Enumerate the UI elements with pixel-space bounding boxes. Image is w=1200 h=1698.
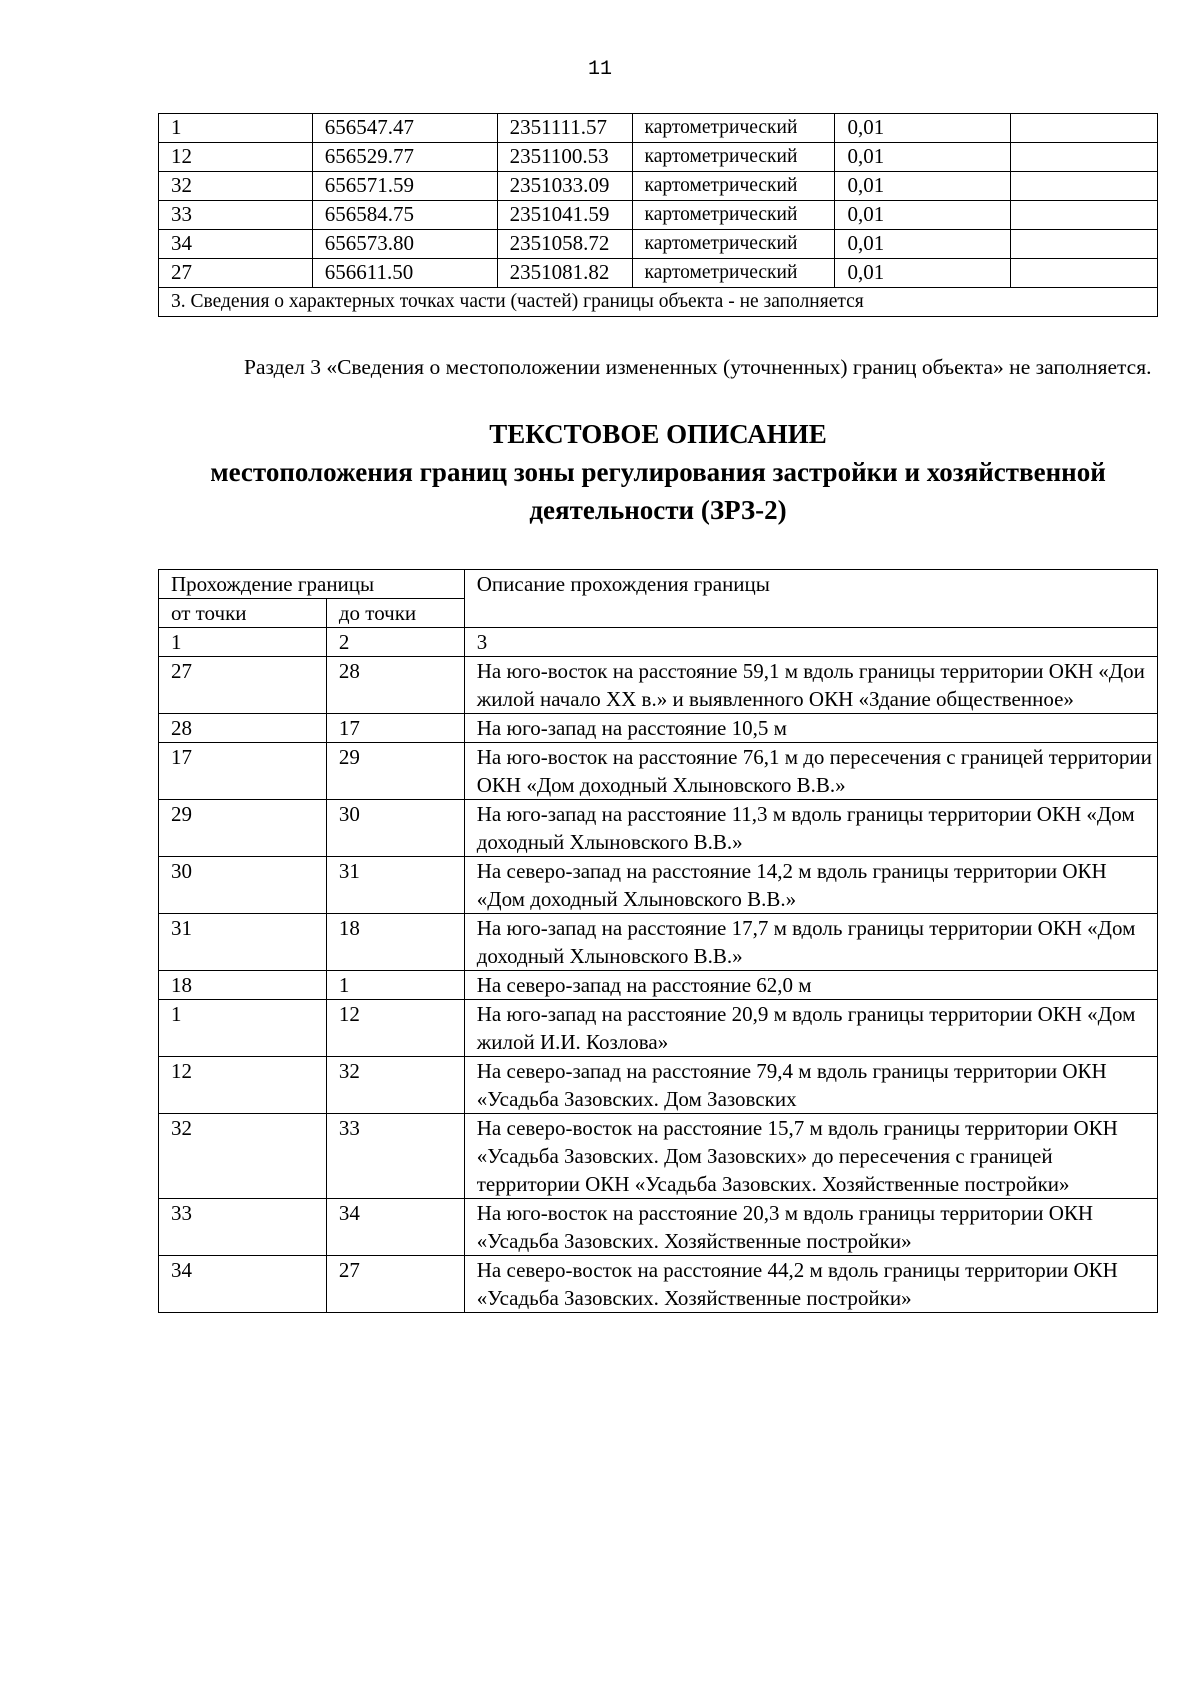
header-description: Описание прохождения границы [464,570,1157,628]
column-number: 1 [159,628,327,657]
accuracy: 0,01 [835,114,1011,143]
point-number: 34 [159,230,313,259]
to-point: 33 [326,1114,464,1199]
x-coordinate: 656611.50 [312,259,497,288]
extra [1011,114,1158,143]
to-point: 30 [326,800,464,857]
boundary-row [159,1199,1158,1256]
accuracy: 0,01 [835,143,1011,172]
to-point: 12 [326,1000,464,1057]
boundary-row [159,714,1158,743]
boundary-description: На юго-восток на расстояние 59,1 м вдоль границы территории ОКН «Дои жилой начало XX в.» и выявленного ОКН «Здание общественное» [464,657,1157,714]
y-coordinate: 2351058.72 [497,230,632,259]
accuracy: 0,01 [835,172,1011,201]
to-point: 17 [326,714,464,743]
from-point: 27 [159,657,327,714]
heading-subtitle-line1: местоположения границ зоны регулирования застройки и хозяйственной [210,457,1106,487]
boundary-description: На юго-запад на расстояние 17,7 м вдоль границы территории ОКН «Дом доходный Хлыновского В.В.» [464,914,1157,971]
coordinates-row [159,259,1158,288]
to-point: 31 [326,857,464,914]
method: картометрический [632,201,835,230]
y-coordinate: 2351111.57 [497,114,632,143]
boundary-row [159,743,1158,800]
coordinates-row [159,172,1158,201]
extra [1011,172,1158,201]
extra [1011,230,1158,259]
coordinates-table-body [159,114,1158,288]
coordinates-row [159,114,1158,143]
y-coordinate: 2351081.82 [497,259,632,288]
to-point: 34 [326,1199,464,1256]
point-number: 32 [159,172,313,201]
boundary-row [159,971,1158,1000]
from-point: 17 [159,743,327,800]
header-boundary: Прохождение границы [159,570,465,599]
coordinates-row [159,201,1158,230]
column-number: 2 [326,628,464,657]
boundary-row [159,1000,1158,1057]
to-point: 27 [326,1256,464,1313]
extra [1011,259,1158,288]
boundary-description: На юго-восток на расстояние 76,1 м до пересечения с границей территории ОКН «Дом доходный Хлыновского В.В.» [464,743,1157,800]
section-3-paragraph [172,351,1158,384]
extra [1011,143,1158,172]
from-point: 1 [159,1000,327,1057]
to-point: 29 [326,743,464,800]
boundary-description: На юго-запад на расстояние 10,5 м [464,714,1157,743]
boundary-row [159,1256,1158,1313]
coordinates-table [158,113,1158,317]
point-number: 27 [159,259,313,288]
boundary-row [159,914,1158,971]
x-coordinate: 656529.77 [312,143,497,172]
from-point: 28 [159,714,327,743]
boundary-description: На юго-восток на расстояние 20,3 м вдоль границы территории ОКН «Усадьба Зазовских. Хозяйственные постройки» [464,1199,1157,1256]
method: картометрический [632,114,835,143]
to-point: 28 [326,657,464,714]
method: картометрический [632,172,835,201]
boundary-row [159,657,1158,714]
boundary-row [159,857,1158,914]
boundary-row [159,800,1158,857]
coordinates-note: 3. Сведения о характерных точках части (частей) границы объекта - не заполняется [159,288,1158,317]
from-point: 29 [159,800,327,857]
x-coordinate: 656571.59 [312,172,497,201]
to-point: 32 [326,1057,464,1114]
page-number: 11 [587,58,612,81]
header-to-point: до точки [326,599,464,628]
from-point: 30 [159,857,327,914]
method: картометрический [632,143,835,172]
boundary-description-body [159,657,1158,1313]
boundary-description: На юго-запад на расстояние 11,3 м вдоль границы территории ОКН «Дом доходный Хлыновского В.В.» [464,800,1157,857]
to-point: 1 [326,971,464,1000]
boundary-description-table [158,569,1158,1313]
extra [1011,201,1158,230]
desc-header-row [159,570,1158,599]
column-number: 3 [464,628,1157,657]
from-point: 18 [159,971,327,1000]
section-3-text: Раздел 3 «Сведения о местоположении измененных (уточненных) границ объекта» не заполняется. [244,355,1152,379]
x-coordinate: 656547.47 [312,114,497,143]
boundary-description: На юго-запад на расстояние 20,9 м вдоль границы территории ОКН «Дом жилой И.И. Козлова» [464,1000,1157,1057]
header-from-point: от точки [159,599,327,628]
desc-column-numbers-row [159,628,1158,657]
coordinates-row [159,230,1158,259]
boundary-description: На северо-восток на расстояние 44,2 м вдоль границы территории ОКН «Усадьба Зазовских. Хозяйственные постройки» [464,1256,1157,1313]
heading-title: ТЕКСТОВОЕ ОПИСАНИЕ [489,419,827,449]
to-point: 18 [326,914,464,971]
boundary-description: На северо-запад на расстояние 62,0 м [464,971,1157,1000]
y-coordinate: 2351041.59 [497,201,632,230]
x-coordinate: 656573.80 [312,230,497,259]
from-point: 12 [159,1057,327,1114]
method: картометрический [632,230,835,259]
y-coordinate: 2351100.53 [497,143,632,172]
coordinates-note-row [159,288,1158,317]
boundary-row [159,1114,1158,1199]
heading-subtitle-line2: деятельности (ЗРЗ-2) [529,495,787,525]
from-point: 32 [159,1114,327,1199]
accuracy: 0,01 [835,259,1011,288]
from-point: 31 [159,914,327,971]
boundary-description: На северо-запад на расстояние 14,2 м вдоль границы территории ОКН «Дом доходный Хлыновского В.В.» [464,857,1157,914]
point-number: 33 [159,201,313,230]
point-number: 1 [159,114,313,143]
method: картометрический [632,259,835,288]
boundary-description: На северо-восток на расстояние 15,7 м вдоль границы территории ОКН «Усадьба Зазовских. Дом Зазовских» до пересечения с границей территории ОКН «Усадьба Зазовских. Хозяйственные постройки» [464,1114,1157,1199]
boundary-row [159,1057,1158,1114]
from-point: 33 [159,1199,327,1256]
accuracy: 0,01 [835,201,1011,230]
x-coordinate: 656584.75 [312,201,497,230]
coordinates-row [159,143,1158,172]
point-number: 12 [159,143,313,172]
y-coordinate: 2351033.09 [497,172,632,201]
accuracy: 0,01 [835,230,1011,259]
from-point: 34 [159,1256,327,1313]
boundary-description: На северо-запад на расстояние 79,4 м вдоль границы территории ОКН «Усадьба Зазовских. Дом Зазовских [464,1057,1157,1114]
